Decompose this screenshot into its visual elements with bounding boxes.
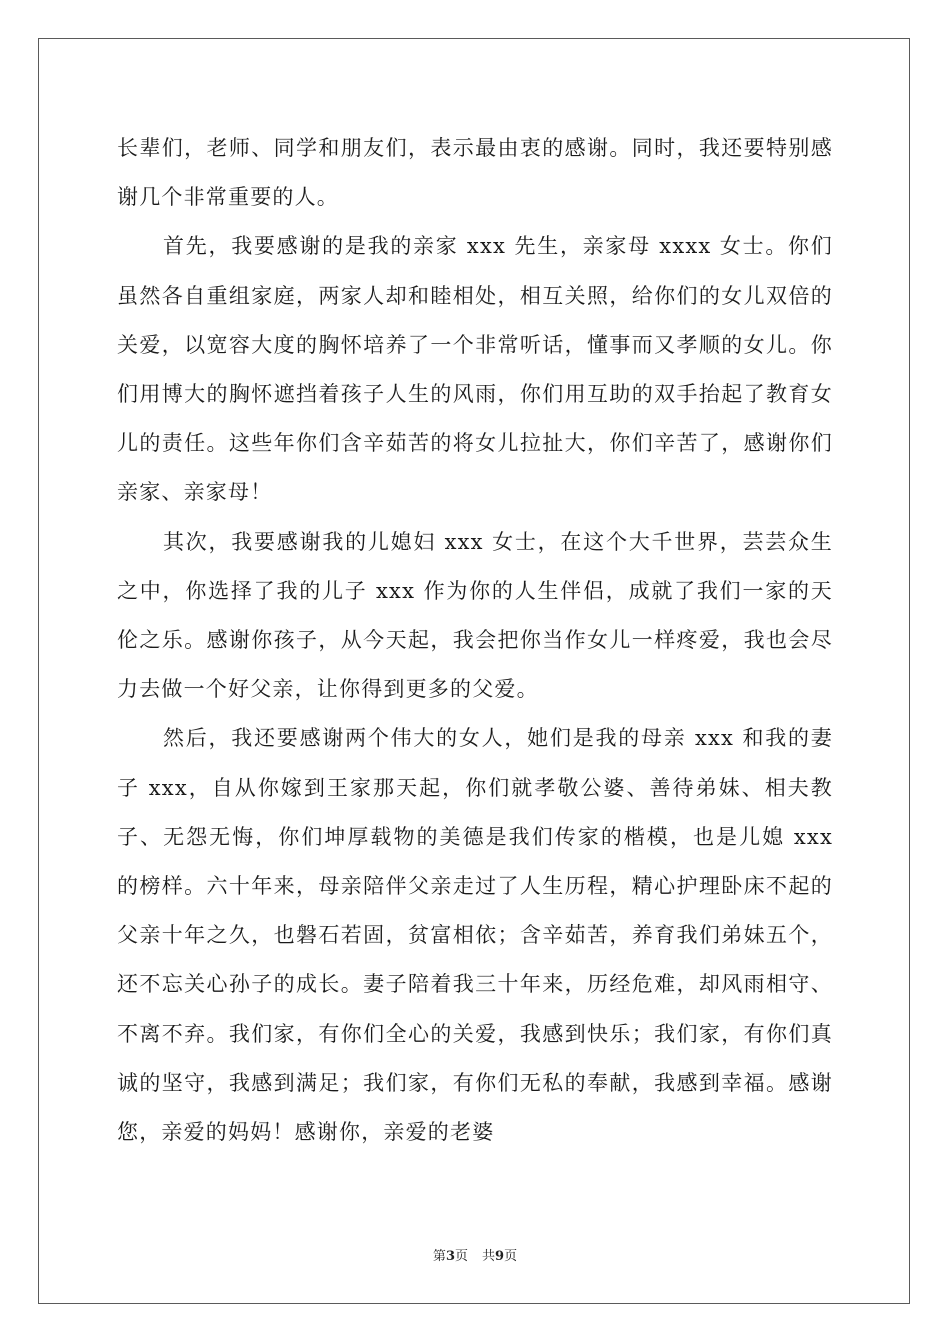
total-indicator	[482, 1249, 517, 1264]
page-indicator	[433, 1249, 468, 1264]
paragraph-4: 然后，我还要感谢两个伟大的女人，她们是我的母亲 xxx 和我的妻子 xxx，自从你嫁到王家那天起，你们就孝敬公婆、善待弟妹、相夫教子、无怨无悔，你们坤厚载物的美德是我们传家的楷模，也是儿媳 xxx 的榜样。六十年来，母亲陪伴父亲走过了人生历程，精心护理卧床不起的父亲十年之久，也磐石若固，贫富相依；含辛茹苦，养育我们弟妹五个，还不忘关心孙子的成长。妻子陪着我三十年来，历经危难，却风雨相守、不离不弃。我们家，有你们全心的关爱，我感到快乐；我们家，有你们真诚的坚守，我感到满足；我们家，有你们无私的奉献，我感到幸福。感谢您，亲爱的妈妈！感谢你，亲爱的老婆	[117, 726, 833, 1145]
paragraph-2: 首先，我要感谢的是我的亲家 xxx 先生，亲家母 xxxx 女士。你们虽然各自重组家庭，两家人却和睦相处，相互关照，给你们的女儿双倍的关爱，以宽容大度的胸怀培养了一个非常听话，懂事而又孝顺的女儿。你们用博大的胸怀遮挡着孩子人生的风雨，你们用互助的双手抬起了教育女儿的责任。这些年你们含辛茹苦的将女儿拉扯大，你们辛苦了，感谢你们亲家、亲家母！	[117, 234, 833, 505]
total-prefix: 共	[482, 1249, 496, 1264]
paragraph-1: 长辈们，老师、同学和朋友们，表示最由衷的感谢。同时，我还要特别感谢几个非常重要的人。	[117, 136, 833, 210]
total-suffix: 页	[504, 1249, 518, 1264]
page-number: 3	[445, 1249, 455, 1264]
document-body	[117, 124, 833, 1157]
paragraph-3: 其次，我要感谢我的儿媳妇 xxx 女士，在这个大千世界，芸芸众生之中，你选择了我的儿子 xxx 作为你的人生伴侣，成就了我们一家的天伦之乐。感谢你孩子，从今天起，我会把你当作女儿一样疼爱，我也会尽力去做一个好父亲，让你得到更多的父爱。	[117, 529, 833, 702]
page-prefix: 第	[432, 1249, 446, 1264]
page-footer	[0, 1248, 950, 1266]
page-suffix: 页	[454, 1249, 468, 1264]
total-pages: 9	[495, 1249, 505, 1264]
